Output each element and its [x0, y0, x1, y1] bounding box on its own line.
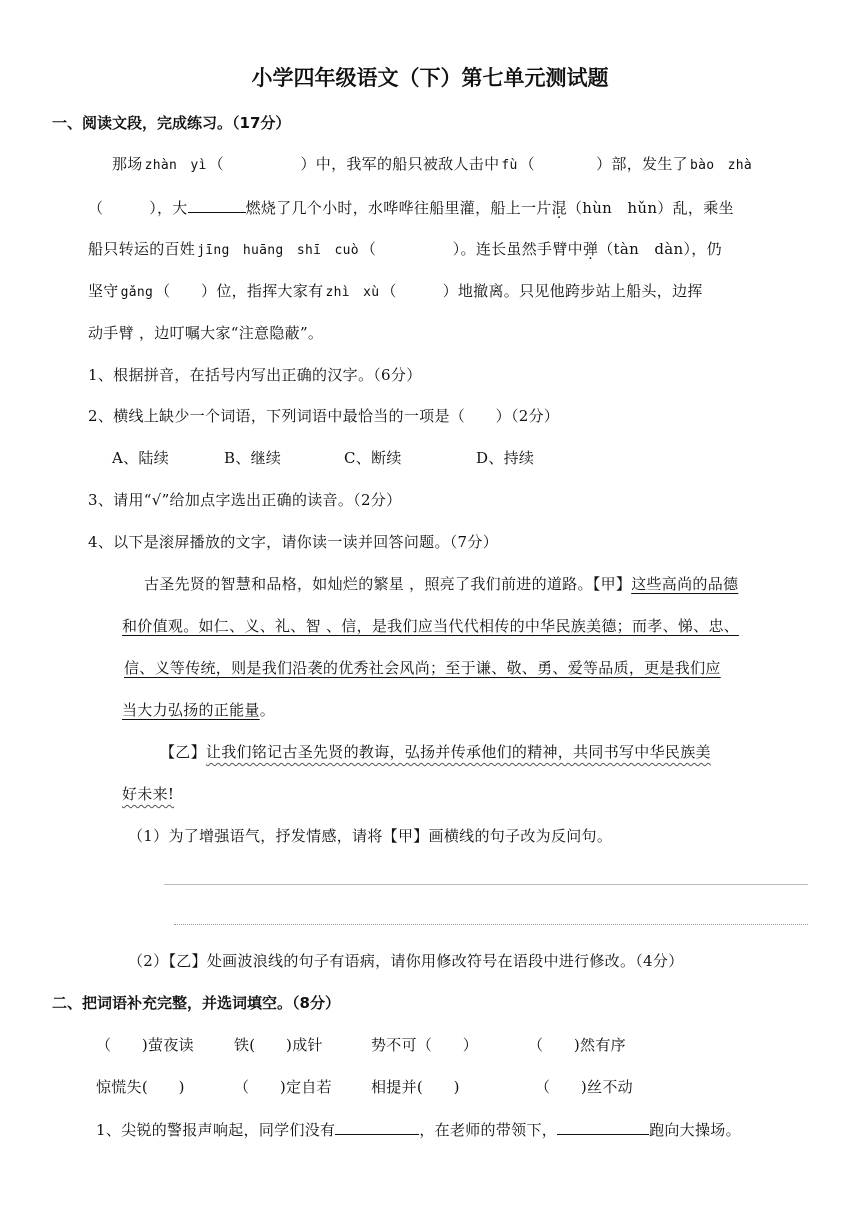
pinyin: fù [501, 158, 518, 173]
marker-yi: 【乙】 [160, 743, 206, 761]
pinyin: jīng huāng shī cuò [197, 243, 359, 258]
passage-line-1 [144, 573, 738, 595]
text: 那场 [112, 155, 143, 173]
idiom-item[interactable]: 相提并( ) [371, 1078, 460, 1096]
section-2-heading: 二、把词语补充完整，并选词填空。（8分） [52, 994, 340, 1012]
reading-para-line-1 [112, 153, 754, 177]
text: 跑向大操场。 [649, 1121, 741, 1139]
idiom-row-2 [96, 1076, 633, 1098]
text: （ ）位，指挥大家有 [155, 282, 324, 300]
pinyin: zhàn yì [144, 158, 207, 173]
idiom-item[interactable]: 势不可（ ） [371, 1036, 479, 1054]
marker-jia: 【甲】 [592, 575, 632, 593]
option-c[interactable]: C、断续 [344, 449, 402, 467]
section-1-heading: 一、阅读文段，完成练习。（17分） [52, 114, 291, 132]
text: 。 [259, 701, 276, 719]
sub-question-1: （1）为了增强语气，抒发情感，请将【甲】画横线的句子改为反问句。 [128, 827, 613, 845]
pinyin: gǎng [120, 285, 154, 300]
question-2-options [112, 447, 534, 469]
answer-line-2[interactable] [174, 924, 808, 925]
question-2: 2、横线上缺少一个词语，下列词语中最恰当的一项是（ ）（2分） [88, 407, 560, 425]
option-b[interactable]: B、继续 [224, 449, 282, 467]
dotted-char-dan: 弹 [582, 240, 599, 258]
text: 坚守 [88, 282, 119, 300]
passage-line-2: 和价值观。如仁、义、礼、智 、信，是我们应当代代相传的中华民族美德；而孝、悌、忠、 [122, 617, 740, 635]
passage-line-6 [122, 783, 174, 805]
question-3: 3、请用“√”给加点字选出正确的读音。（2分） [88, 491, 402, 509]
text: 船只转运的百姓 [88, 240, 196, 258]
text: （ ）。连长虽然手臂中 [360, 240, 583, 258]
passage-line-4 [122, 699, 275, 721]
text: 燃烧了几个小时，水哗哗往船里灌，船上一片 [245, 199, 552, 217]
fill-blank-line[interactable] [188, 196, 246, 213]
dotted-char-hun: 混 [551, 199, 567, 217]
page-title: 小学四年级语文（下）第七单元测试题 [251, 66, 609, 90]
text: 1、尖锐的警报声响起，同学们没有 [96, 1121, 336, 1139]
fill-blank-line[interactable] [557, 1118, 649, 1135]
idiom-item[interactable]: （ )丝不动 [535, 1078, 633, 1096]
underlined-text: 当大力弘扬的正能量 [122, 701, 260, 719]
option-d[interactable]: D、持续 [476, 449, 535, 467]
wavy-underlined-text: 让我们铭记古圣先贤的教诲，弘扬并传承他们的精神，共同书写中华民族美 [205, 743, 711, 761]
reading-para-line-5: 动手臂 ，边叮嘱大家“注意隐蔽”。 [88, 324, 324, 342]
option-a[interactable]: A、陆续 [112, 449, 170, 467]
text: ，在老师的带领下， [419, 1121, 558, 1139]
underlined-text: 这些高尚的品德 [631, 575, 739, 593]
text: 古圣先贤的智慧和品格，如灿烂的繁星 ，照亮了我们前进的道路。 [144, 575, 593, 593]
text: （hùn hǔn）乱，乘坐 [566, 199, 734, 217]
answer-line-1[interactable] [164, 884, 808, 885]
reading-para-line-2 [88, 196, 734, 219]
question-1: 1、根据拼音，在括号内写出正确的汉字。（6分） [88, 366, 422, 384]
passage-line-5 [160, 741, 711, 763]
fill-sentence-1 [96, 1118, 741, 1141]
idiom-item[interactable]: （ )定自若 [234, 1078, 332, 1096]
fill-blank-line[interactable] [335, 1118, 419, 1135]
wavy-underlined-text: 好未来! [122, 785, 175, 803]
pinyin: zhì xù [325, 285, 380, 300]
text: （tàn dàn），仍 [598, 240, 722, 258]
text: （ ）中，我军的船只被敌人击中 [208, 155, 500, 173]
idiom-row-1 [96, 1034, 626, 1056]
idiom-item[interactable]: （ )萤夜读 [96, 1036, 194, 1054]
sub-question-2: （2）【乙】处画波浪线的句子有语病，请你用修改符号在语段中进行修改。（4分） [128, 952, 684, 970]
pinyin: bào zhà [689, 158, 753, 173]
idiom-item[interactable]: （ )然有序 [528, 1036, 626, 1054]
question-4: 4、以下是滚屏播放的文字，请你读一读并回答问题。（7分） [88, 533, 498, 551]
idiom-item[interactable]: 铁( )成针 [234, 1036, 323, 1054]
text: （ ）部，发生了 [519, 155, 688, 173]
idiom-item[interactable]: 惊慌失( ) [96, 1078, 185, 1096]
reading-para-line-3 [88, 238, 722, 262]
passage-line-3: 信、义等传统，则是我们沿袭的优秀社会风尚；至于谦、敬、勇、爱等品质，更是我们应 [124, 659, 721, 677]
reading-para-line-4 [88, 280, 703, 304]
text: （ ），大 [88, 199, 188, 217]
text: （ ）地撤离。只见他跨步站上船头，边挥 [381, 282, 703, 300]
